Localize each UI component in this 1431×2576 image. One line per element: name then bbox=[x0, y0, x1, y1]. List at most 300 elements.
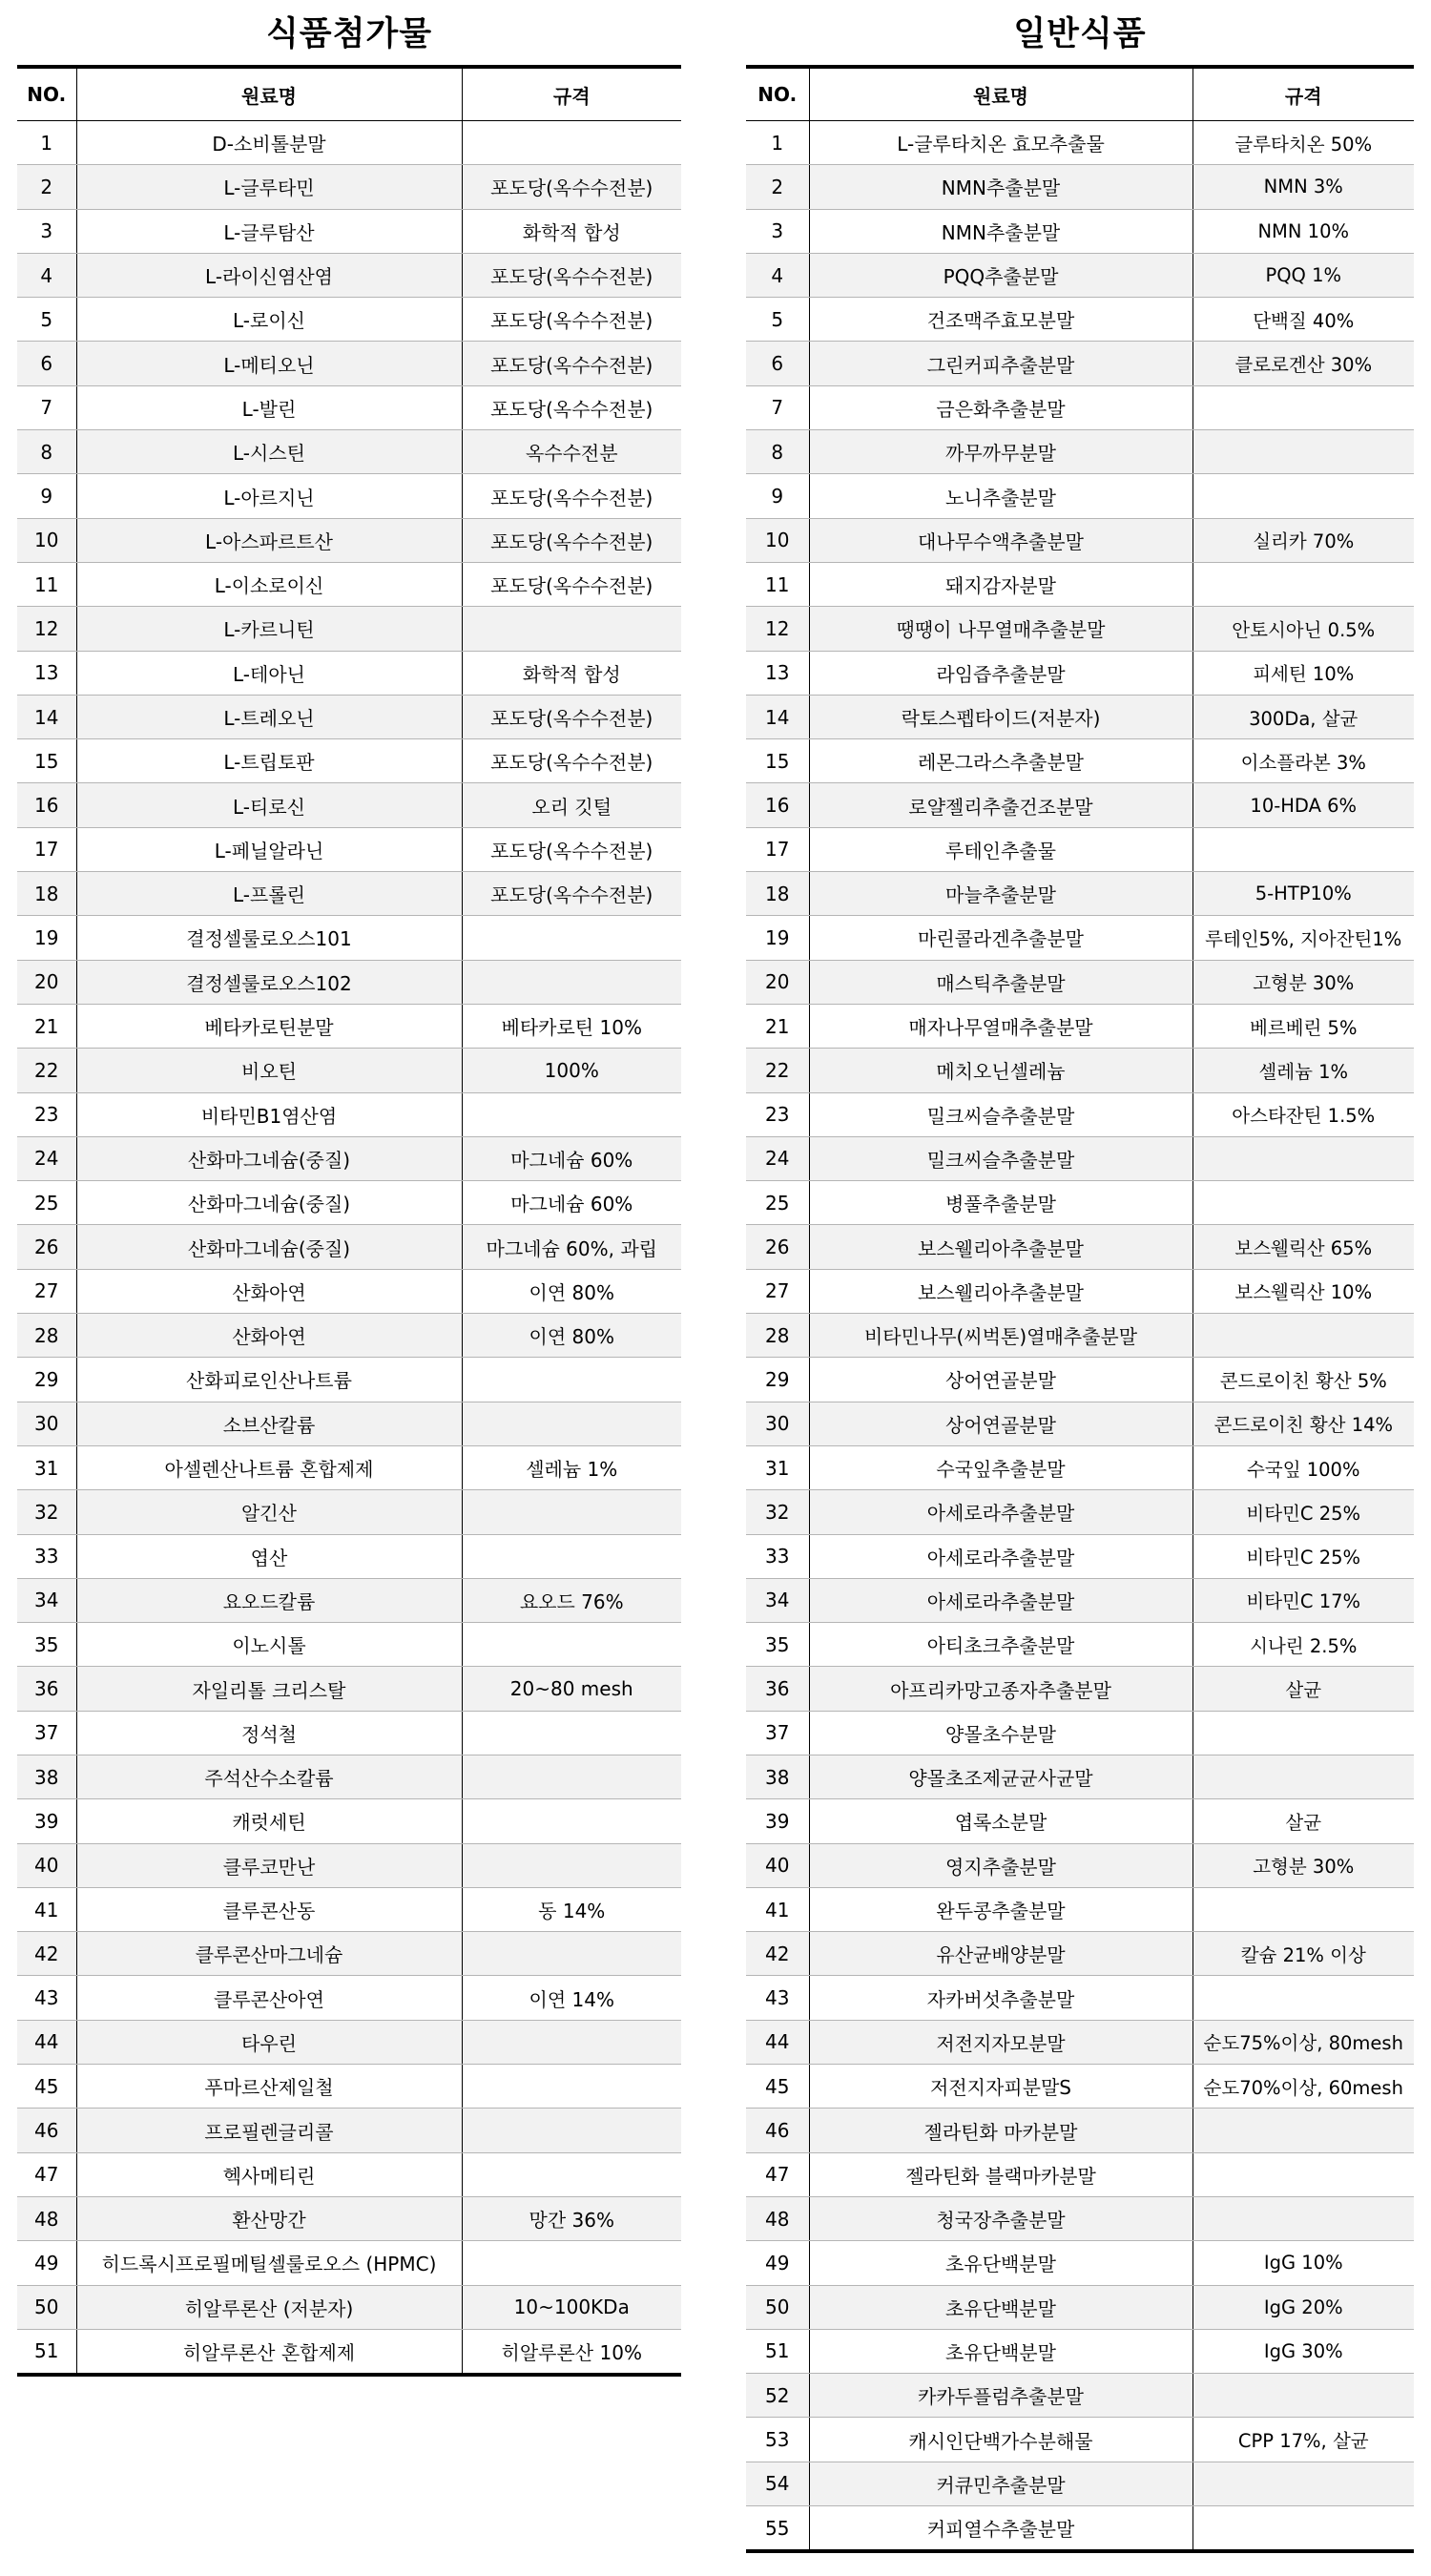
ingredient-name: 매스틱추출분말 bbox=[809, 960, 1192, 1004]
row-number: 16 bbox=[746, 783, 809, 827]
table-row bbox=[746, 2418, 1414, 2462]
ingredient-name: 알긴산 bbox=[76, 1490, 462, 1534]
specification: 20~80 mesh bbox=[462, 1667, 681, 1711]
row-number: 38 bbox=[17, 1755, 76, 1798]
ingredient-name: 소브산칼륨 bbox=[76, 1402, 462, 1445]
row-number: 3 bbox=[746, 209, 809, 253]
ingredient-name: 클루콘산아연 bbox=[76, 1976, 462, 2020]
header-no: NO. bbox=[17, 67, 76, 121]
specification: 보스웰릭산 10% bbox=[1192, 1269, 1414, 1313]
ingredient-name: 캐럿세틴 bbox=[76, 1799, 462, 1843]
table-row bbox=[746, 2109, 1414, 2152]
ingredient-name: L-발린 bbox=[76, 385, 462, 429]
ingredient-name: L-페닐알라닌 bbox=[76, 827, 462, 871]
general-foods-table bbox=[746, 65, 1414, 2553]
specification: 포도당(옥수수전분) bbox=[462, 385, 681, 429]
table-row bbox=[17, 1667, 681, 1711]
ingredient-name: 요오드칼륨 bbox=[76, 1578, 462, 1622]
specification: 클로로겐산 30% bbox=[1192, 342, 1414, 385]
table-row bbox=[17, 121, 681, 165]
specification: 포도당(옥수수전분) bbox=[462, 474, 681, 518]
ingredient-name: 유산균배양분말 bbox=[809, 1932, 1192, 1976]
specification bbox=[462, 2020, 681, 2064]
specification bbox=[1192, 1314, 1414, 1358]
table-row bbox=[17, 827, 681, 871]
specification: 비타민C 25% bbox=[1192, 1490, 1414, 1534]
row-number: 22 bbox=[746, 1049, 809, 1092]
ingredient-name: 클루콘산마그네슘 bbox=[76, 1932, 462, 1976]
ingredient-name: 초유단백분말 bbox=[809, 2285, 1192, 2329]
row-number: 12 bbox=[17, 607, 76, 651]
specification: 포도당(옥수수전분) bbox=[462, 253, 681, 297]
ingredient-name: L-아르지닌 bbox=[76, 474, 462, 518]
specification: 이연 14% bbox=[462, 1976, 681, 2020]
table-row bbox=[746, 1490, 1414, 1534]
ingredient-name: 땡땡이 나무열매추출분말 bbox=[809, 607, 1192, 651]
ingredient-name: 커피열수추출분말 bbox=[809, 2506, 1192, 2552]
row-number: 29 bbox=[746, 1358, 809, 1402]
row-number: 50 bbox=[746, 2285, 809, 2329]
table-row bbox=[746, 1445, 1414, 1489]
specification bbox=[462, 607, 681, 651]
specification: 포도당(옥수수전분) bbox=[462, 165, 681, 209]
table-row bbox=[746, 209, 1414, 253]
row-number: 15 bbox=[746, 739, 809, 783]
ingredient-name: 돼지감자분말 bbox=[809, 562, 1192, 606]
table-row bbox=[746, 739, 1414, 783]
ingredient-name: D-소비톨분말 bbox=[76, 121, 462, 165]
ingredient-name: 헥사메티린 bbox=[76, 2152, 462, 2196]
table-row bbox=[17, 651, 681, 695]
row-number: 28 bbox=[17, 1314, 76, 1358]
row-number: 13 bbox=[17, 651, 76, 695]
table-row bbox=[746, 1578, 1414, 1622]
table-row bbox=[746, 385, 1414, 429]
table-row bbox=[746, 1887, 1414, 1931]
ingredient-name: 클루코만난 bbox=[76, 1843, 462, 1887]
specification: 포도당(옥수수전분) bbox=[462, 739, 681, 783]
row-number: 35 bbox=[746, 1623, 809, 1667]
header-ingredient-name: 원료명 bbox=[76, 67, 462, 121]
row-number: 45 bbox=[746, 2065, 809, 2109]
row-number: 54 bbox=[746, 2462, 809, 2505]
table-row bbox=[17, 1976, 681, 2020]
ingredient-name: 젤라틴화 블랙마카분말 bbox=[809, 2152, 1192, 2196]
table-body bbox=[746, 121, 1414, 2552]
table-row bbox=[17, 2241, 681, 2285]
row-number: 49 bbox=[17, 2241, 76, 2285]
row-number: 43 bbox=[17, 1976, 76, 2020]
specification: 이연 80% bbox=[462, 1314, 681, 1358]
row-number: 49 bbox=[746, 2241, 809, 2285]
specification: 안토시아닌 0.5% bbox=[1192, 607, 1414, 651]
row-number: 17 bbox=[17, 827, 76, 871]
specification bbox=[1192, 2374, 1414, 2418]
table-row bbox=[17, 695, 681, 738]
table-row bbox=[746, 916, 1414, 960]
ingredient-name: 병풀추출분말 bbox=[809, 1181, 1192, 1225]
ingredient-name: 젤라틴화 마카분말 bbox=[809, 2109, 1192, 2152]
table-row bbox=[17, 783, 681, 827]
ingredient-name: L-로이신 bbox=[76, 298, 462, 342]
row-number: 44 bbox=[17, 2020, 76, 2064]
specification bbox=[1192, 1181, 1414, 1225]
row-number: 18 bbox=[17, 872, 76, 916]
specification: 이소플라본 3% bbox=[1192, 739, 1414, 783]
specification: IgG 30% bbox=[1192, 2329, 1414, 2373]
specification: 베타카로틴 10% bbox=[462, 1004, 681, 1048]
ingredient-name: 밀크씨슬추출분말 bbox=[809, 1136, 1192, 1180]
food-additives-table bbox=[17, 65, 681, 2377]
specification: 피세틴 10% bbox=[1192, 651, 1414, 695]
ingredient-name: 자일리톨 크리스탈 bbox=[76, 1667, 462, 1711]
row-number: 41 bbox=[17, 1887, 76, 1931]
specification: 포도당(옥수수전분) bbox=[462, 298, 681, 342]
row-number: 52 bbox=[746, 2374, 809, 2418]
table-row bbox=[746, 1534, 1414, 1578]
specification: 포도당(옥수수전분) bbox=[462, 695, 681, 738]
ingredient-name: 아세로라추출분말 bbox=[809, 1578, 1192, 1622]
ingredient-name: 완두콩추출분말 bbox=[809, 1887, 1192, 1931]
row-number: 33 bbox=[17, 1534, 76, 1578]
table-row bbox=[746, 1358, 1414, 1402]
ingredient-name: 양몰초조제균균사균말 bbox=[809, 1755, 1192, 1798]
row-number: 50 bbox=[17, 2285, 76, 2329]
ingredient-name: 라임즙추출분말 bbox=[809, 651, 1192, 695]
row-number: 5 bbox=[746, 298, 809, 342]
table-row bbox=[17, 1578, 681, 1622]
specification bbox=[462, 1623, 681, 1667]
row-number: 21 bbox=[17, 1004, 76, 1048]
ingredient-name: 아티초크추출분말 bbox=[809, 1623, 1192, 1667]
row-number: 9 bbox=[746, 474, 809, 518]
ingredient-name: 엽산 bbox=[76, 1534, 462, 1578]
row-number: 32 bbox=[746, 1490, 809, 1534]
ingredient-name: 캐시인단백가수분해물 bbox=[809, 2418, 1192, 2462]
row-number: 27 bbox=[17, 1269, 76, 1313]
row-number: 11 bbox=[746, 562, 809, 606]
ingredient-name: 프로필렌글리콜 bbox=[76, 2109, 462, 2152]
table-row bbox=[17, 1181, 681, 1225]
row-number: 40 bbox=[746, 1843, 809, 1887]
specification bbox=[1192, 2152, 1414, 2196]
row-number: 28 bbox=[746, 1314, 809, 1358]
ingredient-name: 아세로라추출분말 bbox=[809, 1534, 1192, 1578]
specification bbox=[1192, 430, 1414, 474]
specification: 단백질 40% bbox=[1192, 298, 1414, 342]
row-number: 1 bbox=[17, 121, 76, 165]
ingredient-name: L-아스파르트산 bbox=[76, 518, 462, 562]
table-row bbox=[746, 562, 1414, 606]
specification bbox=[462, 1799, 681, 1843]
table-row bbox=[17, 1843, 681, 1887]
header-specification: 규격 bbox=[462, 67, 681, 121]
ingredient-name: 베타카로틴분말 bbox=[76, 1004, 462, 1048]
ingredient-name: L-시스틴 bbox=[76, 430, 462, 474]
ingredient-name: 히알루론산 혼합제제 bbox=[76, 2329, 462, 2375]
table-row bbox=[17, 1402, 681, 1445]
specification bbox=[1192, 2462, 1414, 2505]
table-row bbox=[746, 2374, 1414, 2418]
row-number: 38 bbox=[746, 1755, 809, 1798]
row-number: 7 bbox=[17, 385, 76, 429]
row-number: 39 bbox=[17, 1799, 76, 1843]
row-number: 10 bbox=[746, 518, 809, 562]
row-number: 47 bbox=[746, 2152, 809, 2196]
specification: 오리 깃털 bbox=[462, 783, 681, 827]
row-number: 19 bbox=[17, 916, 76, 960]
ingredient-name: L-이소로이신 bbox=[76, 562, 462, 606]
ingredient-name: 주석산수소칼륨 bbox=[76, 1755, 462, 1798]
specification: 비타민C 25% bbox=[1192, 1534, 1414, 1578]
table-row bbox=[746, 1799, 1414, 1843]
specification: 순도70%이상, 60mesh bbox=[1192, 2065, 1414, 2109]
row-number: 26 bbox=[17, 1225, 76, 1269]
table-row bbox=[746, 430, 1414, 474]
table-row bbox=[17, 1711, 681, 1755]
table-row bbox=[746, 2285, 1414, 2329]
specification bbox=[462, 2241, 681, 2285]
specification: 망간 36% bbox=[462, 2196, 681, 2240]
specification: 셀레늄 1% bbox=[1192, 1049, 1414, 1092]
row-number: 47 bbox=[17, 2152, 76, 2196]
table-row bbox=[746, 2462, 1414, 2505]
ingredient-name: 마늘추출분말 bbox=[809, 872, 1192, 916]
ingredient-name: 결정셀룰로오스102 bbox=[76, 960, 462, 1004]
ingredient-name: 아세로라추출분말 bbox=[809, 1490, 1192, 1534]
row-number: 26 bbox=[746, 1225, 809, 1269]
table-row bbox=[17, 1269, 681, 1313]
specification: 히알루론산 10% bbox=[462, 2329, 681, 2375]
ingredient-name: 아프리카망고종자추출분말 bbox=[809, 1667, 1192, 1711]
specification bbox=[462, 1932, 681, 1976]
table-row bbox=[746, 1269, 1414, 1313]
specification bbox=[462, 916, 681, 960]
table-row bbox=[746, 2196, 1414, 2240]
ingredient-name: 결정셀룰로오스101 bbox=[76, 916, 462, 960]
table-row bbox=[17, 1358, 681, 1402]
table-row bbox=[746, 695, 1414, 738]
ingredient-name: NMN추출분말 bbox=[809, 165, 1192, 209]
specification: 포도당(옥수수전분) bbox=[462, 827, 681, 871]
ingredient-name: 보스웰리아추출분말 bbox=[809, 1269, 1192, 1313]
ingredient-name: 환산망간 bbox=[76, 2196, 462, 2240]
specification bbox=[462, 1755, 681, 1798]
row-number: 8 bbox=[746, 430, 809, 474]
specification: 실리카 70% bbox=[1192, 518, 1414, 562]
row-number: 44 bbox=[746, 2020, 809, 2064]
row-number: 43 bbox=[746, 1976, 809, 2020]
table-row bbox=[17, 607, 681, 651]
ingredient-name: L-카르니틴 bbox=[76, 607, 462, 651]
row-number: 55 bbox=[746, 2506, 809, 2552]
ingredient-name: 클루콘산동 bbox=[76, 1887, 462, 1931]
table-row bbox=[746, 2152, 1414, 2196]
row-number: 42 bbox=[746, 1932, 809, 1976]
table-row bbox=[17, 2329, 681, 2375]
table-row bbox=[746, 1004, 1414, 1048]
ingredient-name: 초유단백분말 bbox=[809, 2241, 1192, 2285]
table-row bbox=[746, 827, 1414, 871]
specification: 순도75%이상, 80mesh bbox=[1192, 2020, 1414, 2064]
row-number: 31 bbox=[746, 1445, 809, 1489]
table-row bbox=[746, 2020, 1414, 2064]
specification bbox=[1192, 2196, 1414, 2240]
row-number: 15 bbox=[17, 739, 76, 783]
table-row bbox=[17, 253, 681, 297]
table-row bbox=[746, 1932, 1414, 1976]
table-row bbox=[17, 1490, 681, 1534]
ingredient-name: 마린콜라겐추출분말 bbox=[809, 916, 1192, 960]
table-row bbox=[746, 165, 1414, 209]
specification: 시나린 2.5% bbox=[1192, 1623, 1414, 1667]
table-row bbox=[17, 1445, 681, 1489]
specification: 셀레늄 1% bbox=[462, 1445, 681, 1489]
table-row bbox=[17, 385, 681, 429]
row-number: 35 bbox=[17, 1623, 76, 1667]
table-row bbox=[746, 2329, 1414, 2373]
ingredient-name: 락토스펩타이드(저분자) bbox=[809, 695, 1192, 738]
specification: 보스웰릭산 65% bbox=[1192, 1225, 1414, 1269]
row-number: 31 bbox=[17, 1445, 76, 1489]
specification: 마그네슘 60% bbox=[462, 1136, 681, 1180]
specification bbox=[462, 960, 681, 1004]
table-row bbox=[17, 518, 681, 562]
specification: IgG 10% bbox=[1192, 2241, 1414, 2285]
table-row bbox=[17, 1799, 681, 1843]
specification bbox=[462, 2152, 681, 2196]
table-row bbox=[17, 1314, 681, 1358]
row-number: 40 bbox=[17, 1843, 76, 1887]
row-number: 25 bbox=[746, 1181, 809, 1225]
specification bbox=[462, 1534, 681, 1578]
row-number: 1 bbox=[746, 121, 809, 165]
table-row bbox=[17, 298, 681, 342]
specification: NMN 10% bbox=[1192, 209, 1414, 253]
ingredient-name: L-라이신염산염 bbox=[76, 253, 462, 297]
specification: 살균 bbox=[1192, 1799, 1414, 1843]
ingredient-name: L-글루타민 bbox=[76, 165, 462, 209]
table-header-row bbox=[746, 67, 1414, 121]
row-number: 8 bbox=[17, 430, 76, 474]
table-row bbox=[17, 2285, 681, 2329]
specification: 루테인5%, 지아잔틴1% bbox=[1192, 916, 1414, 960]
table-row bbox=[746, 1667, 1414, 1711]
row-number: 24 bbox=[746, 1136, 809, 1180]
specification: 포도당(옥수수전분) bbox=[462, 518, 681, 562]
table-row bbox=[17, 872, 681, 916]
row-number: 14 bbox=[746, 695, 809, 738]
table-row bbox=[17, 1534, 681, 1578]
table-row bbox=[746, 121, 1414, 165]
specification: 10~100KDa bbox=[462, 2285, 681, 2329]
row-number: 14 bbox=[17, 695, 76, 738]
specification: CPP 17%, 살균 bbox=[1192, 2418, 1414, 2462]
table-row bbox=[746, 1623, 1414, 1667]
general-foods-section bbox=[746, 0, 1414, 2553]
table-row bbox=[746, 1314, 1414, 1358]
specification: 마그네슘 60%, 과립 bbox=[462, 1225, 681, 1269]
row-number: 30 bbox=[17, 1402, 76, 1445]
table-row bbox=[17, 209, 681, 253]
row-number: 7 bbox=[746, 385, 809, 429]
row-number: 3 bbox=[17, 209, 76, 253]
table-row bbox=[17, 2020, 681, 2064]
row-number: 2 bbox=[746, 165, 809, 209]
specification: 글루타치온 50% bbox=[1192, 121, 1414, 165]
ingredient-name: 히알루론산 (저분자) bbox=[76, 2285, 462, 2329]
specification bbox=[462, 121, 681, 165]
specification: 이연 80% bbox=[462, 1269, 681, 1313]
row-number: 36 bbox=[17, 1667, 76, 1711]
table-row bbox=[17, 1049, 681, 1092]
specification: 살균 bbox=[1192, 1667, 1414, 1711]
row-number: 6 bbox=[746, 342, 809, 385]
ingredient-name: 아셀렌산나트륨 혼합제제 bbox=[76, 1445, 462, 1489]
row-number: 29 bbox=[17, 1358, 76, 1402]
ingredient-name: 비타민나무(씨벅톤)열매추출분말 bbox=[809, 1314, 1192, 1358]
row-number: 37 bbox=[17, 1711, 76, 1755]
table-row bbox=[746, 872, 1414, 916]
specification: 비타민C 17% bbox=[1192, 1578, 1414, 1622]
ingredient-name: L-글루타치온 효모추출물 bbox=[809, 121, 1192, 165]
ingredient-name: 산화피로인산나트륨 bbox=[76, 1358, 462, 1402]
ingredient-name: L-메티오닌 bbox=[76, 342, 462, 385]
specification: 화학적 합성 bbox=[462, 651, 681, 695]
specification: 마그네슘 60% bbox=[462, 1181, 681, 1225]
specification: 10-HDA 6% bbox=[1192, 783, 1414, 827]
specification bbox=[462, 1711, 681, 1755]
ingredient-name: PQQ추출분말 bbox=[809, 253, 1192, 297]
ingredient-name: L-티로신 bbox=[76, 783, 462, 827]
row-number: 30 bbox=[746, 1402, 809, 1445]
specification: NMN 3% bbox=[1192, 165, 1414, 209]
specification bbox=[462, 1843, 681, 1887]
row-number: 12 bbox=[746, 607, 809, 651]
ingredient-name: 타우린 bbox=[76, 2020, 462, 2064]
specification: 옥수수전분 bbox=[462, 430, 681, 474]
row-number: 11 bbox=[17, 562, 76, 606]
specification: 5-HTP10% bbox=[1192, 872, 1414, 916]
specification bbox=[1192, 1136, 1414, 1180]
ingredient-name: 정석철 bbox=[76, 1711, 462, 1755]
row-number: 34 bbox=[746, 1578, 809, 1622]
ingredient-name: 수국잎추출분말 bbox=[809, 1445, 1192, 1489]
ingredient-name: 산화마그네슘(중질) bbox=[76, 1136, 462, 1180]
ingredient-name: 푸마르산제일철 bbox=[76, 2065, 462, 2109]
table-row bbox=[17, 1623, 681, 1667]
specification bbox=[462, 2109, 681, 2152]
table-row bbox=[17, 1136, 681, 1180]
specification bbox=[1192, 2506, 1414, 2552]
ingredient-name: L-테아닌 bbox=[76, 651, 462, 695]
specification: 동 14% bbox=[462, 1887, 681, 1931]
table-row bbox=[746, 1181, 1414, 1225]
ingredient-name: 대나무수액추출분말 bbox=[809, 518, 1192, 562]
row-number: 42 bbox=[17, 1932, 76, 1976]
specification: 칼슘 21% 이상 bbox=[1192, 1932, 1414, 1976]
table-row bbox=[17, 960, 681, 1004]
specification: IgG 20% bbox=[1192, 2285, 1414, 2329]
ingredient-name: 저전지자피분말S bbox=[809, 2065, 1192, 2109]
row-number: 48 bbox=[17, 2196, 76, 2240]
table-row bbox=[746, 1711, 1414, 1755]
row-number: 10 bbox=[17, 518, 76, 562]
row-number: 53 bbox=[746, 2418, 809, 2462]
table-row bbox=[746, 783, 1414, 827]
ingredient-name: 비오틴 bbox=[76, 1049, 462, 1092]
row-number: 21 bbox=[746, 1004, 809, 1048]
